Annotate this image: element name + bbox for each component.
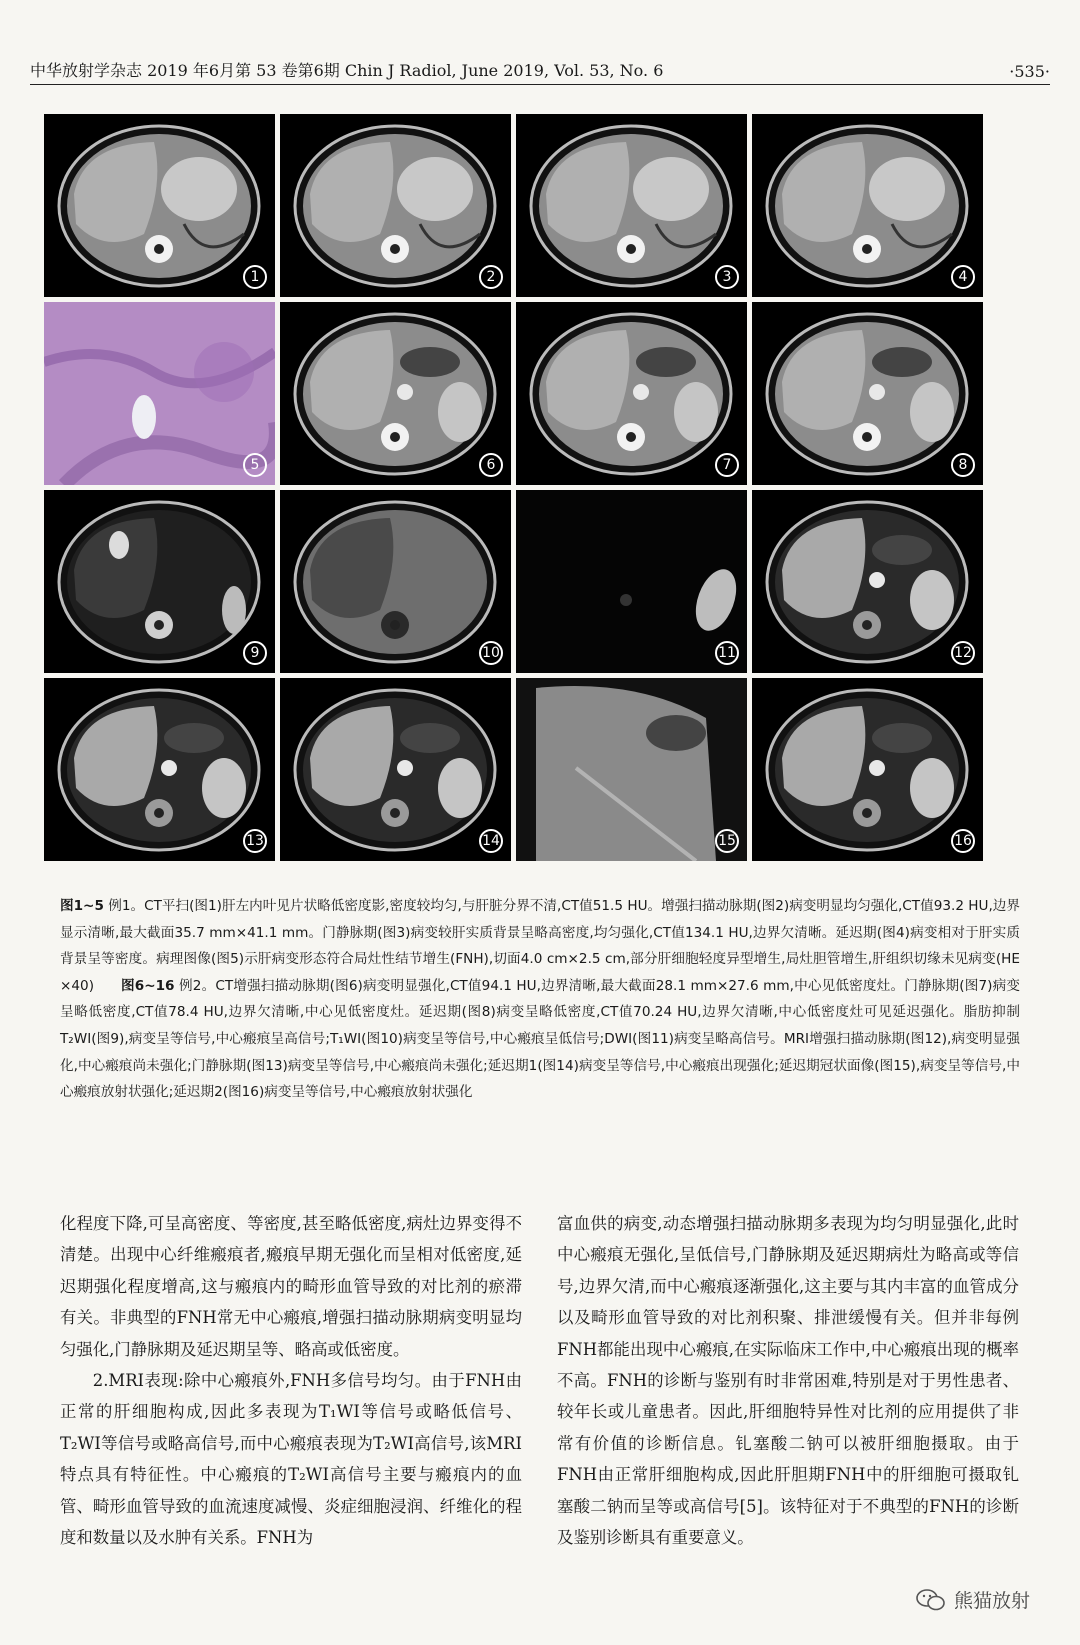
- panel-image: [44, 114, 275, 297]
- figure-panel-13: [44, 678, 275, 861]
- body-paragraph: 2.MRI表现:除中心瘢痕外,FNH多信号均匀。由于FNH由正常的肝细胞构成,因此多表现为T₁WI等信号或略低信号、T₂WI等信号或略高信号,而中心瘢痕表现为T₂WI高信号,该MRI特点具有特征性。中心瘢痕的T₂WI高信号主要与瘢痕内的血管、畸形血管导致的血流速度减慢、炎症细胞浸润、纤维化的程度和数量以及水肿有关系。FNH为: [60, 1371, 522, 1548]
- figure-panel-12: [752, 490, 983, 673]
- figure-panel-1: [44, 114, 275, 297]
- panel-image: [44, 678, 275, 861]
- panel-image: [280, 490, 511, 673]
- panel-image: [280, 114, 511, 297]
- figure-panel-8: [752, 302, 983, 485]
- panel-number-label: 10: [479, 641, 503, 665]
- panel-number-label: 6: [479, 453, 503, 477]
- figure-panel-3: [516, 114, 747, 297]
- figure-panel-10: [280, 490, 511, 673]
- panel-number-label: 1: [243, 265, 267, 289]
- page-number: ·535·: [1009, 62, 1050, 81]
- figure-panel-16: [752, 678, 983, 861]
- body-column-right: [557, 1208, 1019, 1553]
- panel-number-label: 9: [243, 641, 267, 665]
- watermark-text: 熊猫放射: [953, 1590, 1030, 1612]
- caption-title-1: 图1~5: [60, 898, 104, 914]
- figure-panel-7: [516, 302, 747, 485]
- panel-number-label: 5: [243, 453, 267, 477]
- figure-grid: [44, 114, 983, 861]
- body-paragraph: 富血供的病变,动态增强扫描动脉期多表现为均匀明显强化,此时中心瘢痕无强化,呈低信号,门静脉期及延迟期病灶为略高或等信号,边界欠清,而中心瘢痕逐渐强化,这主要与其内丰富的血管成分以及畸形血管导致的对比剂积聚、排泄缓慢有关。但并非每例FNH都能出现中心瘢痕,在实际临床工作中,中心瘢痕出现的概率不高。FNH的诊断与鉴别有时非常困难,特别是对于男性患者、较年长或儿童患者。因此,肝细胞特异性对比剂的应用提供了非常有价值的诊断信息。钆塞酸二钠可以被肝细胞摄取。由于FNH由正常肝细胞构成,因此肝胆期FNH中的肝细胞可摄取钆塞酸二钠而呈等或高信号[5]。该特征对于不典型的FNH的诊断及鉴别诊断具有重要意义。: [557, 1214, 1019, 1548]
- panel-image: [752, 678, 983, 861]
- panel-image: [516, 490, 747, 673]
- panel-number-label: 4: [951, 265, 975, 289]
- figure-panel-14: [280, 678, 511, 861]
- wechat-icon: [916, 1588, 946, 1612]
- body-column-left: [60, 1208, 522, 1553]
- panel-image: [280, 302, 511, 485]
- panel-number-label: 11: [715, 641, 739, 665]
- page-header: [30, 55, 1050, 85]
- panel-image: [280, 678, 511, 861]
- panel-image: [752, 114, 983, 297]
- panel-number-label: 8: [951, 453, 975, 477]
- watermark: [916, 1586, 1030, 1613]
- figure-caption: [60, 893, 1020, 1106]
- figure-panel-4: [752, 114, 983, 297]
- panel-image: [752, 302, 983, 485]
- figure-panel-11: [516, 490, 747, 673]
- figure-panel-5: [44, 302, 275, 485]
- panel-image: [752, 490, 983, 673]
- panel-number-label: 14: [479, 829, 503, 853]
- panel-image: [44, 490, 275, 673]
- panel-image: [516, 114, 747, 297]
- figure-panel-9: [44, 490, 275, 673]
- caption-title-2: 图6~16: [120, 977, 175, 994]
- panel-image: [516, 302, 747, 485]
- figure-panel-15: [516, 678, 747, 861]
- caption-text-2: 例2。CT增强扫描动脉期(图6)病变明显强化,CT值94.1 HU,边界清晰,最大截面28.1 mm×27.6 mm,中心见低密度灶。门静脉期(图7)病变呈略低密度,CT值78.4 HU,边界欠清晰,中心见低密度灶。延迟期(图8)病变呈略低密度,CT值70.24 HU,边界欠清晰,中心低密度灶可见延迟强化。脂肪抑制T₂WI(图9),病变呈等信号,中心瘢痕呈高信号;T₁WI(图10)病变呈等信号,中心瘢痕呈低信号;DWI(图11)病变呈略高信号。MRI增强扫描动脉期(图12),病变明显强化,中心瘢痕尚未强化;门静脉期(图13)病变呈等信号,中心瘢痕尚未强化;延迟期1(图14)病变呈等信号,中心瘢痕出现强化;延迟期冠状面像(图15),病变呈等信号,中心瘢痕放射状强化;延迟期2(图16)病变呈等信号,中心瘢痕放射状强化: [60, 977, 1020, 1101]
- figure-panel-2: [280, 114, 511, 297]
- panel-number-label: 12: [951, 641, 975, 665]
- panel-number-label: 2: [479, 265, 503, 289]
- panel-number-label: 15: [715, 829, 739, 853]
- panel-number-label: 13: [243, 829, 267, 853]
- panel-number-label: 16: [951, 829, 975, 853]
- journal-header: 中华放射学杂志 2019 年6月第 53 卷第6期 Chin J Radiol, June 2019, Vol. 53, No. 6: [30, 61, 664, 80]
- panel-image: [516, 678, 747, 861]
- body-paragraph: 化程度下降,可呈高密度、等密度,甚至略低密度,病灶边界变得不清楚。出现中心纤维瘢痕者,瘢痕早期无强化而呈相对低密度,延迟期强化程度增高,这与瘢痕内的畸形血管导致的对比剂的瘀滞有关。非典型的FNH常无中心瘢痕,增强扫描动脉期病变明显均匀强化,门静脉期及延迟期呈等、略高或低密度。: [60, 1214, 522, 1359]
- panel-number-label: 3: [715, 265, 739, 289]
- caption-text-1: 例1。CT平扫(图1)肝左内叶见片状略低密度影,密度较均匀,与肝脏分界不清,CT值51.5 HU。增强扫描动脉期(图2)病变明显均匀强化,CT值93.2 HU,边界显示清晰,最大截面35.7 mm×41.1 mm。门静脉期(图3)病变较肝实质背景呈略高密度,均匀强化,CT值134.1 HU,边界欠清晰。延迟期(图4)病变相对于肝实质背景呈等密度。病理图像(图5)示肝病变形态符合局灶性结节增生(FNH),切面4.0 cm×2.5 cm,部分肝细胞轻度异型增生,局灶胆管增生,肝组织切缘未见病变(HE ×40): [60, 898, 1020, 994]
- panel-image: [44, 302, 275, 485]
- figure-panel-6: [280, 302, 511, 485]
- panel-number-label: 7: [715, 453, 739, 477]
